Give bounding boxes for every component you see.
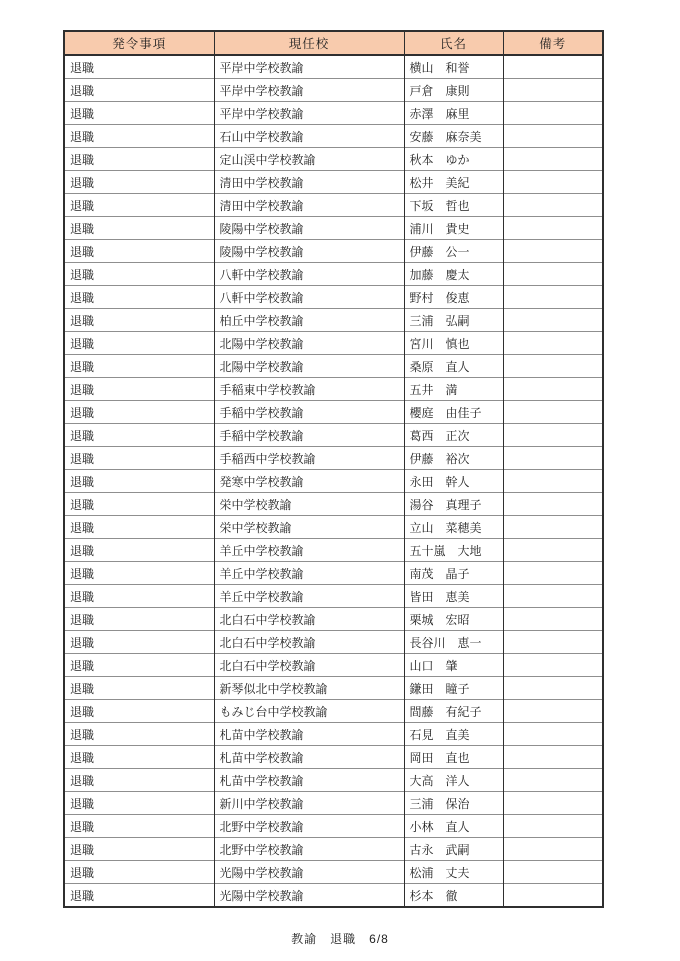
header-name: 氏名	[404, 31, 503, 55]
cell-current-school: 柏丘中学校教諭	[214, 309, 404, 332]
cell-name: 杉本 徹	[404, 884, 503, 908]
cell-announcement: 退職	[64, 654, 214, 677]
cell-current-school: 北陽中学校教諭	[214, 332, 404, 355]
table-row	[64, 884, 603, 908]
cell-name: 山口 肇	[404, 654, 503, 677]
cell-current-school: 八軒中学校教諭	[214, 286, 404, 309]
cell-announcement: 退職	[64, 263, 214, 286]
cell-name: 三浦 保治	[404, 792, 503, 815]
cell-remarks	[503, 125, 603, 148]
header-row	[64, 31, 603, 55]
cell-remarks	[503, 654, 603, 677]
cell-current-school: 北陽中学校教諭	[214, 355, 404, 378]
cell-announcement: 退職	[64, 309, 214, 332]
cell-remarks	[503, 447, 603, 470]
cell-announcement: 退職	[64, 769, 214, 792]
header-announcement: 発令事項	[64, 31, 214, 55]
cell-remarks	[503, 700, 603, 723]
cell-name: 宮川 慎也	[404, 332, 503, 355]
page-footer-label: 教諭 退職 6/8	[291, 932, 389, 946]
cell-current-school: 札苗中学校教諭	[214, 746, 404, 769]
cell-name: 五十嵐 大地	[404, 539, 503, 562]
cell-announcement: 退職	[64, 539, 214, 562]
cell-announcement: 退職	[64, 792, 214, 815]
cell-current-school: 清田中学校教諭	[214, 171, 404, 194]
cell-name: 長谷川 恵一	[404, 631, 503, 654]
cell-announcement: 退職	[64, 401, 214, 424]
table-row	[64, 309, 603, 332]
table-row	[64, 148, 603, 171]
table-row	[64, 55, 603, 79]
cell-name: 戸倉 康則	[404, 79, 503, 102]
cell-announcement: 退職	[64, 562, 214, 585]
cell-current-school: 北野中学校教諭	[214, 838, 404, 861]
cell-name: 五井 満	[404, 378, 503, 401]
cell-announcement: 退職	[64, 884, 214, 908]
cell-remarks	[503, 723, 603, 746]
cell-current-school: 発寒中学校教諭	[214, 470, 404, 493]
cell-name: 秋本 ゆか	[404, 148, 503, 171]
cell-announcement: 退職	[64, 631, 214, 654]
cell-remarks	[503, 539, 603, 562]
cell-current-school: 石山中学校教諭	[214, 125, 404, 148]
cell-announcement: 退職	[64, 79, 214, 102]
cell-announcement: 退職	[64, 378, 214, 401]
table-row	[64, 608, 603, 631]
cell-remarks	[503, 217, 603, 240]
cell-current-school: 光陽中学校教諭	[214, 884, 404, 908]
cell-remarks	[503, 378, 603, 401]
table-row	[64, 861, 603, 884]
table-row	[64, 539, 603, 562]
cell-announcement: 退職	[64, 700, 214, 723]
table-row	[64, 493, 603, 516]
cell-current-school: 栄中学校教諭	[214, 493, 404, 516]
cell-announcement: 退職	[64, 424, 214, 447]
cell-name: 安藤 麻奈美	[404, 125, 503, 148]
table-row	[64, 746, 603, 769]
cell-announcement: 退職	[64, 125, 214, 148]
cell-current-school: 手稲中学校教諭	[214, 401, 404, 424]
cell-announcement: 退職	[64, 240, 214, 263]
cell-current-school: 平岸中学校教諭	[214, 102, 404, 125]
cell-remarks	[503, 171, 603, 194]
cell-current-school: 手稲西中学校教諭	[214, 447, 404, 470]
cell-current-school: 新川中学校教諭	[214, 792, 404, 815]
cell-current-school: もみじ台中学校教諭	[214, 700, 404, 723]
cell-name: 間藤 有紀子	[404, 700, 503, 723]
cell-current-school: 羊丘中学校教諭	[214, 562, 404, 585]
cell-remarks	[503, 769, 603, 792]
cell-current-school: 定山渓中学校教諭	[214, 148, 404, 171]
table-row	[64, 102, 603, 125]
table-header	[64, 31, 603, 55]
cell-current-school: 陵陽中学校教諭	[214, 240, 404, 263]
cell-announcement: 退職	[64, 286, 214, 309]
cell-name: 櫻庭 由佳子	[404, 401, 503, 424]
table-row	[64, 838, 603, 861]
cell-remarks	[503, 401, 603, 424]
cell-announcement: 退職	[64, 148, 214, 171]
cell-name: 三浦 弘嗣	[404, 309, 503, 332]
cell-remarks	[503, 55, 603, 79]
cell-remarks	[503, 240, 603, 263]
table-row	[64, 447, 603, 470]
table-row	[64, 194, 603, 217]
cell-remarks	[503, 355, 603, 378]
cell-name: 伊藤 公一	[404, 240, 503, 263]
cell-current-school: 手稲東中学校教諭	[214, 378, 404, 401]
cell-announcement: 退職	[64, 861, 214, 884]
cell-announcement: 退職	[64, 677, 214, 700]
cell-name: 伊藤 裕次	[404, 447, 503, 470]
cell-announcement: 退職	[64, 194, 214, 217]
table-row	[64, 401, 603, 424]
cell-name: 石見 直美	[404, 723, 503, 746]
cell-remarks	[503, 493, 603, 516]
cell-remarks	[503, 838, 603, 861]
cell-announcement: 退職	[64, 171, 214, 194]
cell-announcement: 退職	[64, 815, 214, 838]
cell-announcement: 退職	[64, 102, 214, 125]
cell-current-school: 八軒中学校教諭	[214, 263, 404, 286]
header-remarks: 備考	[503, 31, 603, 55]
cell-name: 松浦 丈夫	[404, 861, 503, 884]
cell-remarks	[503, 309, 603, 332]
cell-remarks	[503, 332, 603, 355]
cell-announcement: 退職	[64, 838, 214, 861]
cell-announcement: 退職	[64, 470, 214, 493]
cell-current-school: 札苗中学校教諭	[214, 769, 404, 792]
cell-announcement: 退職	[64, 217, 214, 240]
cell-current-school: 北白石中学校教諭	[214, 608, 404, 631]
table-row	[64, 263, 603, 286]
table-row	[64, 516, 603, 539]
cell-remarks	[503, 815, 603, 838]
cell-current-school: 羊丘中学校教諭	[214, 539, 404, 562]
table-row	[64, 286, 603, 309]
cell-remarks	[503, 677, 603, 700]
table-row	[64, 171, 603, 194]
cell-remarks	[503, 884, 603, 908]
cell-current-school: 光陽中学校教諭	[214, 861, 404, 884]
table-row	[64, 332, 603, 355]
table-row	[64, 631, 603, 654]
cell-current-school: 陵陽中学校教諭	[214, 217, 404, 240]
cell-current-school: 栄中学校教諭	[214, 516, 404, 539]
cell-name: 野村 俊恵	[404, 286, 503, 309]
cell-remarks	[503, 79, 603, 102]
cell-name: 葛西 正次	[404, 424, 503, 447]
header-current-school: 現任校	[214, 31, 404, 55]
cell-current-school: 羊丘中学校教諭	[214, 585, 404, 608]
cell-current-school: 平岸中学校教諭	[214, 79, 404, 102]
cell-remarks	[503, 424, 603, 447]
cell-announcement: 退職	[64, 447, 214, 470]
cell-announcement: 退職	[64, 585, 214, 608]
cell-remarks	[503, 470, 603, 493]
cell-remarks	[503, 861, 603, 884]
cell-name: 赤澤 麻里	[404, 102, 503, 125]
cell-remarks	[503, 608, 603, 631]
cell-announcement: 退職	[64, 332, 214, 355]
cell-announcement: 退職	[64, 746, 214, 769]
table-row	[64, 217, 603, 240]
cell-name: 岡田 直也	[404, 746, 503, 769]
cell-remarks	[503, 102, 603, 125]
cell-name: 浦川 貴史	[404, 217, 503, 240]
cell-name: 皆田 恵美	[404, 585, 503, 608]
cell-announcement: 退職	[64, 516, 214, 539]
table-row	[64, 723, 603, 746]
cell-current-school: 清田中学校教諭	[214, 194, 404, 217]
table-row	[64, 79, 603, 102]
cell-remarks	[503, 585, 603, 608]
cell-current-school: 新琴似北中学校教諭	[214, 677, 404, 700]
table-row	[64, 240, 603, 263]
table-row	[64, 700, 603, 723]
cell-name: 加藤 慶太	[404, 263, 503, 286]
cell-current-school: 北白石中学校教諭	[214, 654, 404, 677]
cell-announcement: 退職	[64, 608, 214, 631]
cell-remarks	[503, 746, 603, 769]
personnel-table	[63, 30, 604, 908]
cell-name: 栗城 宏昭	[404, 608, 503, 631]
table-row	[64, 378, 603, 401]
table-body	[64, 55, 603, 907]
cell-current-school: 北野中学校教諭	[214, 815, 404, 838]
cell-name: 永田 幹人	[404, 470, 503, 493]
table-row	[64, 792, 603, 815]
cell-name: 大高 洋人	[404, 769, 503, 792]
cell-announcement: 退職	[64, 723, 214, 746]
cell-announcement: 退職	[64, 55, 214, 79]
cell-remarks	[503, 631, 603, 654]
cell-remarks	[503, 562, 603, 585]
cell-remarks	[503, 792, 603, 815]
cell-name: 下坂 哲也	[404, 194, 503, 217]
table-row	[64, 355, 603, 378]
cell-current-school: 札苗中学校教諭	[214, 723, 404, 746]
cell-name: 横山 和誉	[404, 55, 503, 79]
cell-remarks	[503, 194, 603, 217]
table-row	[64, 562, 603, 585]
table-row	[64, 654, 603, 677]
cell-remarks	[503, 263, 603, 286]
table-row	[64, 585, 603, 608]
table-row	[64, 125, 603, 148]
table-row	[64, 677, 603, 700]
cell-announcement: 退職	[64, 493, 214, 516]
cell-name: 南茂 晶子	[404, 562, 503, 585]
cell-name: 桑原 直人	[404, 355, 503, 378]
cell-name: 小林 直人	[404, 815, 503, 838]
cell-name: 立山 菜穂美	[404, 516, 503, 539]
table-row	[64, 769, 603, 792]
cell-current-school: 平岸中学校教諭	[214, 55, 404, 79]
table-row	[64, 470, 603, 493]
table-row	[64, 424, 603, 447]
cell-remarks	[503, 286, 603, 309]
cell-current-school: 手稲中学校教諭	[214, 424, 404, 447]
cell-name: 湯谷 真理子	[404, 493, 503, 516]
cell-name: 松井 美紀	[404, 171, 503, 194]
cell-current-school: 北白石中学校教諭	[214, 631, 404, 654]
table-row	[64, 815, 603, 838]
cell-remarks	[503, 148, 603, 171]
cell-announcement: 退職	[64, 355, 214, 378]
cell-name: 古永 武嗣	[404, 838, 503, 861]
cell-remarks	[503, 516, 603, 539]
cell-name: 鎌田 瞳子	[404, 677, 503, 700]
